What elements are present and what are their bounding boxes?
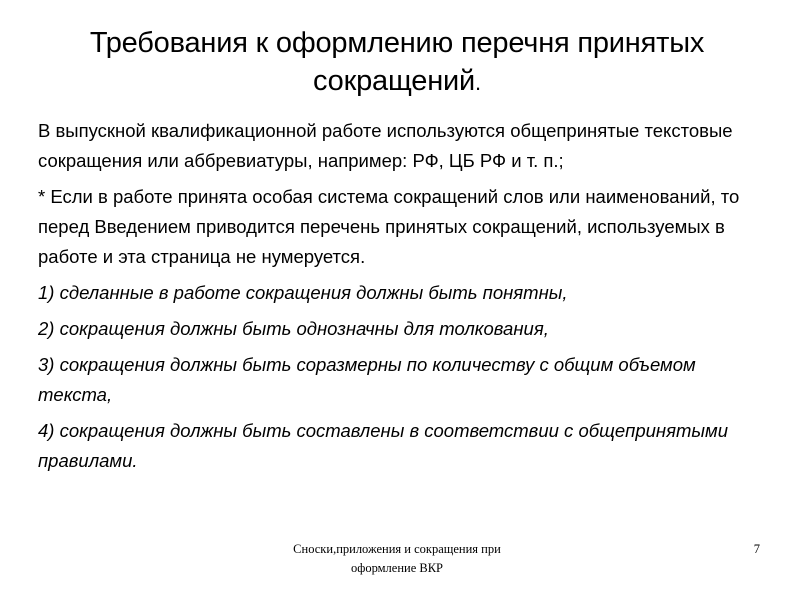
footer-line2: оформление ВКР — [350, 561, 444, 575]
slide-footer — [252, 540, 542, 578]
slide-title — [40, 24, 754, 102]
slide-title-line1: Требования к оформлению перечня принятых — [89, 27, 705, 59]
rule-item-1: 1) сделанные в работе сокращения должны быть понятны, — [38, 282, 568, 303]
rule-item-4: 4) сокращения должны быть составлены в соответствии с общепринятыми правилами. — [38, 420, 728, 471]
slide-body — [38, 116, 768, 482]
rule-item-2: 2) сокращения должны быть однозначны для толкования, — [38, 318, 549, 339]
intro-paragraph: В выпускной квалификационной работе используются общепринятые текстовые сокращения или аббревиатуры, например: РФ, ЦБ РФ и т. п.; — [38, 120, 733, 171]
slide-title-line2: сокращений — [313, 65, 476, 97]
note-paragraph: * Если в работе принята особая система сокращений слов или наименований, то перед Введением приводится перечень принятых сокращений, используемых в работе и эта страница не нумеруется. — [38, 186, 740, 267]
rule-item-3: 3) сокращения должны быть соразмерны по количеству с общим объемом текста, — [38, 354, 696, 405]
footer-line1: Сноски,приложения и сокращения при — [293, 542, 501, 556]
page-number: 7 — [753, 542, 760, 556]
slide-title-dot: . — [475, 70, 481, 95]
